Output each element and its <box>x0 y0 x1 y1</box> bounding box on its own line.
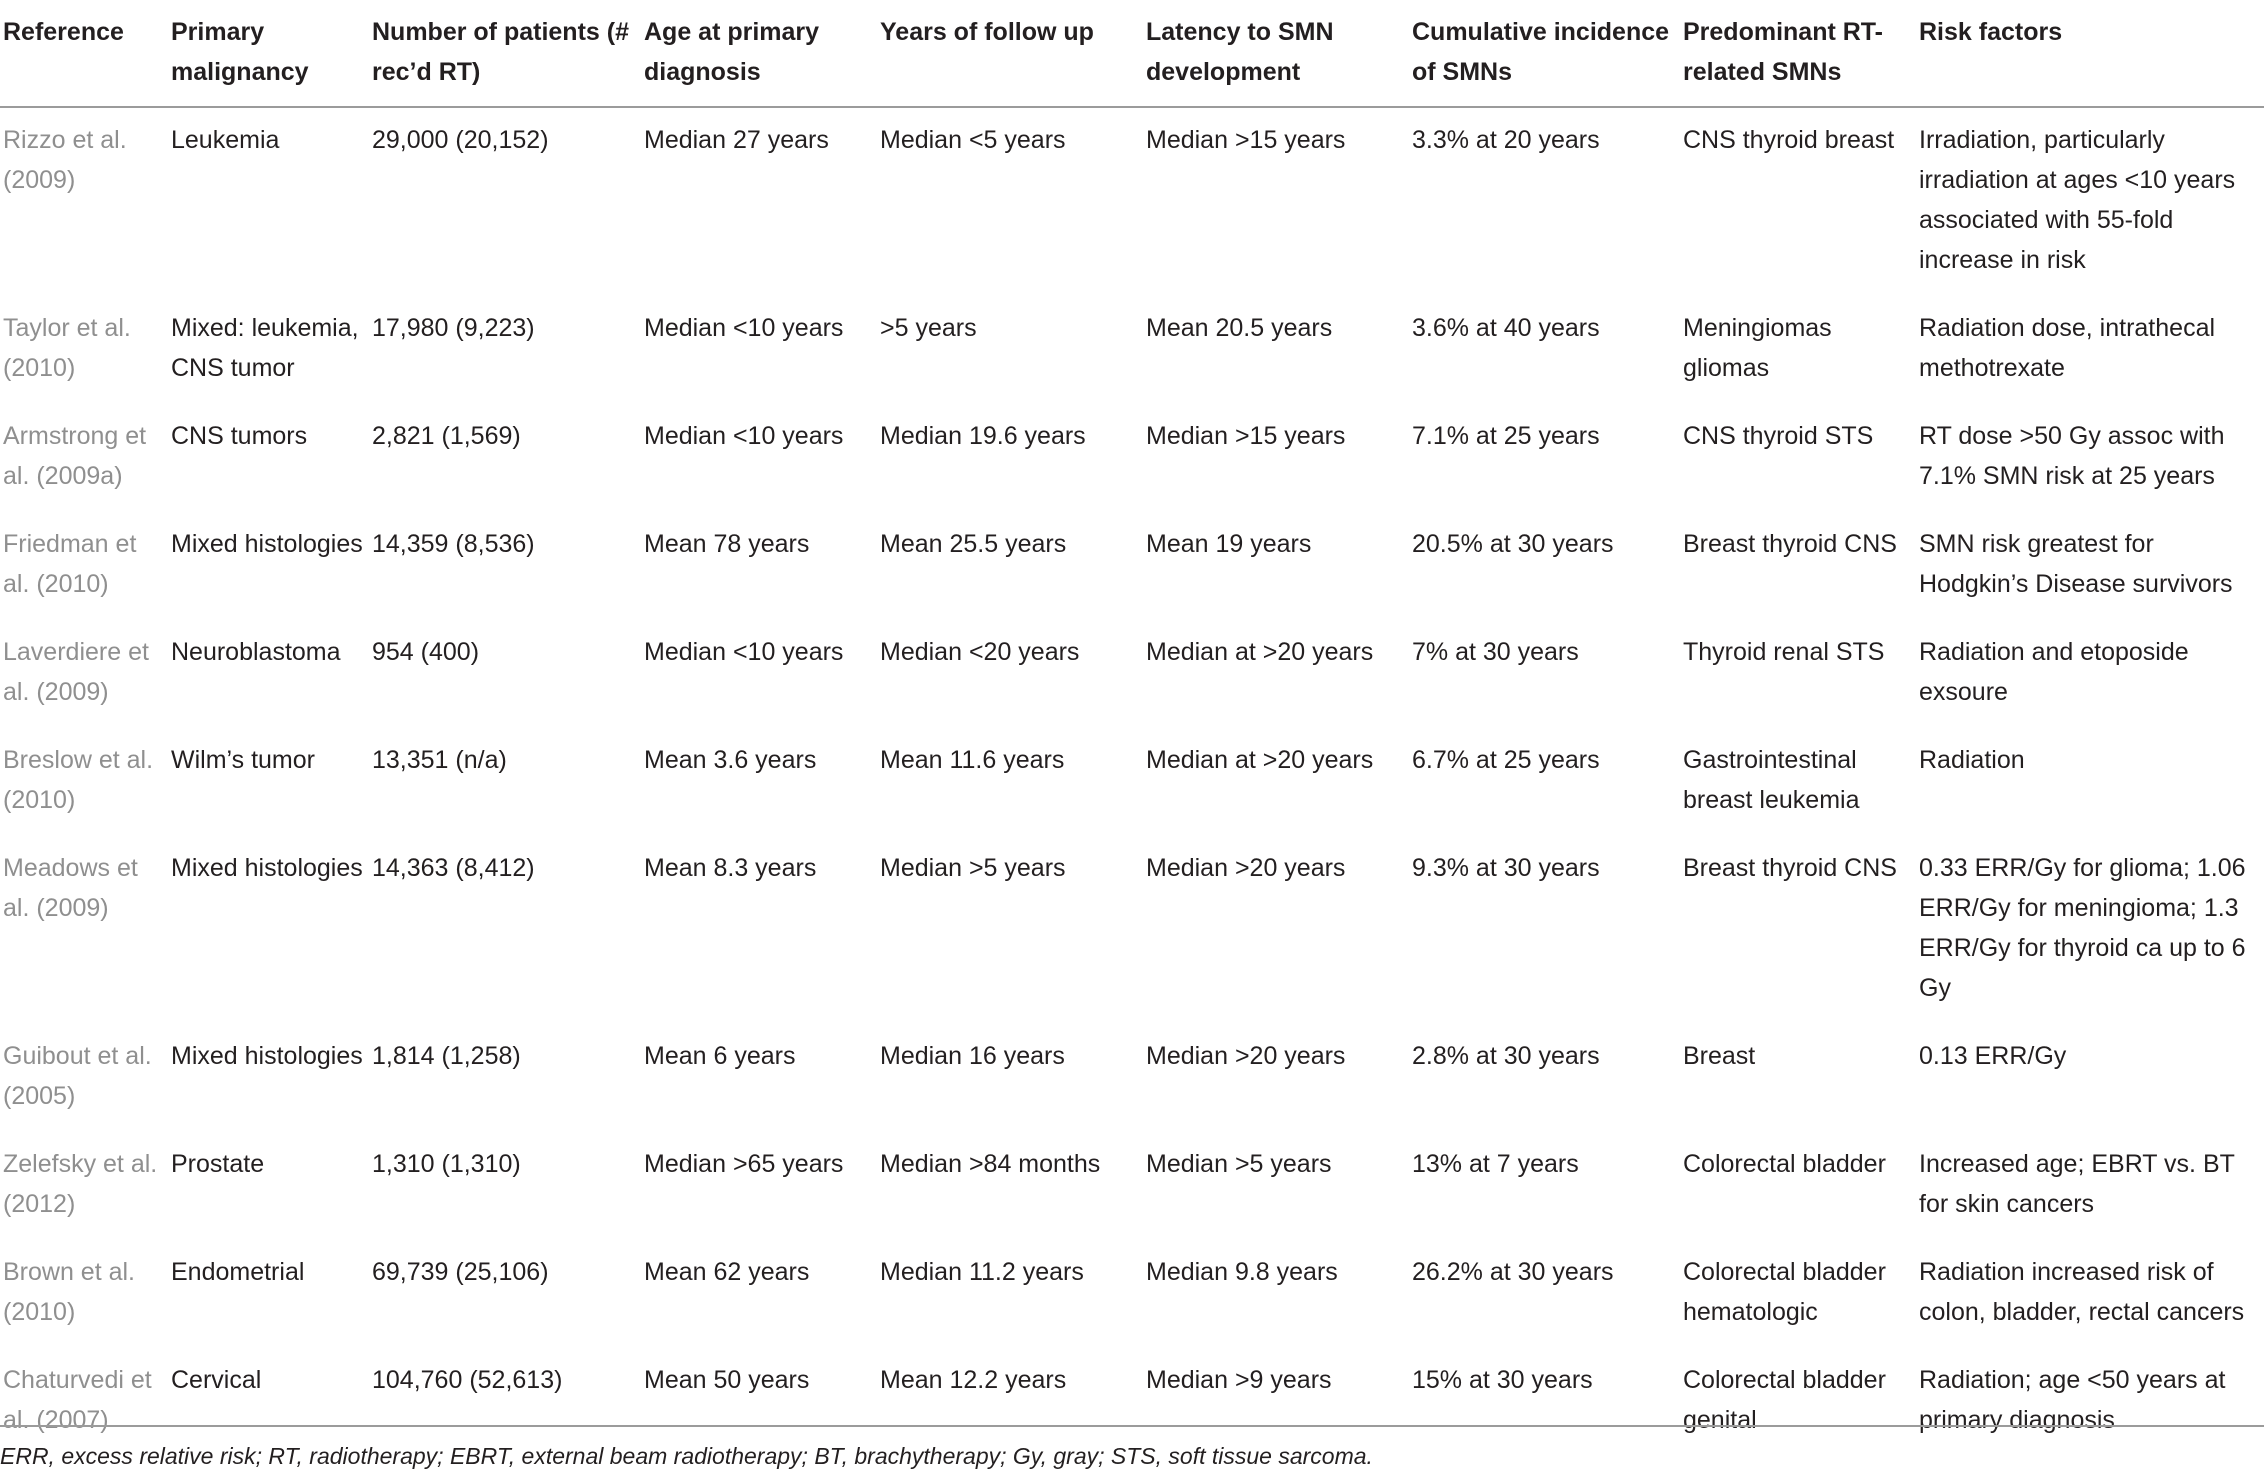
cell-predominant-smns: Breast thyroid CNS <box>1683 854 1897 882</box>
header-primary-malignancy: Primary malignancy <box>167 0 368 107</box>
cell-age-at-diagnosis: Mean 50 years <box>644 1366 810 1394</box>
cell-cumulative-incidence: 13% at 7 years <box>1412 1150 1579 1178</box>
cell-predominant-smns: Colorectal bladder hematologic <box>1683 1258 1886 1326</box>
cell-primary-malignancy: Endometrial <box>171 1258 305 1286</box>
cell-number-of-patients: 954 (400) <box>372 638 480 666</box>
table-row <box>0 1240 2264 1348</box>
cell-age-at-diagnosis: Median 27 years <box>644 126 829 154</box>
cell-number-of-patients: 69,739 (25,106) <box>372 1258 549 1286</box>
cell-primary-malignancy: Mixed: leukemia, CNS tumor <box>171 314 359 382</box>
cell-cumulative-incidence: 3.3% at 20 years <box>1412 126 1600 154</box>
cell-years-follow-up: Mean 11.6 years <box>880 746 1065 774</box>
table-body <box>0 107 2264 1456</box>
cell-risk-factors: 0.13 ERR/Gy <box>1919 1042 2067 1070</box>
cell-number-of-patients: 13,351 (n/a) <box>372 746 507 774</box>
cell-latency: Median >15 years <box>1146 422 1346 450</box>
cell-predominant-smns: Breast <box>1683 1042 1756 1070</box>
cell-number-of-patients: 104,760 (52,613) <box>372 1366 563 1394</box>
header-reference: Reference <box>0 0 167 107</box>
cell-primary-malignancy: Neuroblastoma <box>171 638 341 666</box>
cell-number-of-patients: 1,310 (1,310) <box>372 1150 521 1178</box>
cell-years-follow-up: >5 years <box>880 314 977 342</box>
header-cumulative-incidence: Cumulative incidence of SMNs <box>1408 0 1679 107</box>
cell-primary-malignancy: Wilm’s tumor <box>171 746 315 774</box>
cell-predominant-smns: CNS thyroid breast <box>1683 126 1895 154</box>
cell-risk-factors: SMN risk greatest for Hodgkin’s Disease survivors <box>1919 530 2233 598</box>
header-age-at-diagnosis: Age at primary diagnosis <box>640 0 876 107</box>
cell-years-follow-up: Median >84 months <box>880 1150 1101 1178</box>
cell-primary-malignancy: Leukemia <box>171 126 280 154</box>
cell-reference: Rizzo et al. (2009) <box>3 126 127 194</box>
table-row <box>0 404 2264 512</box>
cell-years-follow-up: Median 19.6 years <box>880 422 1086 450</box>
table-footnote: ERR, excess relative risk; RT, radiotherapy; EBRT, external beam radiotherapy; BT, brachytherapy; Gy, gray; STS, soft tissue sarcoma. <box>0 1425 2264 1471</box>
table-header <box>0 0 2264 107</box>
cell-predominant-smns: Breast thyroid CNS <box>1683 530 1897 558</box>
cell-cumulative-incidence: 15% at 30 years <box>1412 1366 1593 1394</box>
cell-years-follow-up: Median <5 years <box>880 126 1066 154</box>
cell-risk-factors: RT dose >50 Gy assoc with 7.1% SMN risk at 25 years <box>1919 422 2225 490</box>
cell-latency: Median >15 years <box>1146 126 1346 154</box>
cell-age-at-diagnosis: Median <10 years <box>644 314 844 342</box>
cell-primary-malignancy: Prostate <box>171 1150 265 1178</box>
cell-latency: Mean 19 years <box>1146 530 1312 558</box>
cell-cumulative-incidence: 20.5% at 30 years <box>1412 530 1614 558</box>
cell-age-at-diagnosis: Mean 3.6 years <box>644 746 817 774</box>
table-row <box>0 620 2264 728</box>
cell-primary-malignancy: CNS tumors <box>171 422 308 450</box>
cell-risk-factors: 0.33 ERR/Gy for glioma; 1.06 ERR/Gy for meningioma; 1.3 ERR/Gy for thyroid ca up to 6 Gy <box>1919 854 2246 1002</box>
cell-latency: Median >20 years <box>1146 1042 1346 1070</box>
cell-predominant-smns: Colorectal bladder <box>1683 1150 1886 1178</box>
cell-number-of-patients: 14,363 (8,412) <box>372 854 535 882</box>
cell-cumulative-incidence: 2.8% at 30 years <box>1412 1042 1600 1070</box>
cell-reference: Zelefsky et al. (2012) <box>3 1150 158 1218</box>
cell-age-at-diagnosis: Median >65 years <box>644 1150 844 1178</box>
cell-primary-malignancy: Mixed histologies <box>171 1042 363 1070</box>
cell-age-at-diagnosis: Median <10 years <box>644 422 844 450</box>
cell-predominant-smns: Thyroid renal STS <box>1683 638 1885 666</box>
cell-number-of-patients: 1,814 (1,258) <box>372 1042 521 1070</box>
cell-number-of-patients: 2,821 (1,569) <box>372 422 521 450</box>
cell-reference: Chaturvedi et al. (2007) <box>3 1366 152 1434</box>
cell-latency: Mean 20.5 years <box>1146 314 1333 342</box>
cell-latency: Median >5 years <box>1146 1150 1332 1178</box>
cell-latency: Median at >20 years <box>1146 638 1374 666</box>
cell-reference: Guibout et al. (2005) <box>3 1042 152 1110</box>
header-risk-factors: Risk factors <box>1915 0 2264 107</box>
table-row <box>0 107 2264 296</box>
header-number-of-patients: Number of patients (# rec’d RT) <box>368 0 640 107</box>
table-row <box>0 296 2264 404</box>
cell-primary-malignancy: Cervical <box>171 1366 262 1394</box>
cell-risk-factors: Irradiation, particularly irradiation at ages <10 years associated with 55-fold increase in risk <box>1919 126 2236 274</box>
cell-risk-factors: Radiation <box>1919 746 2025 774</box>
header-years-follow-up: Years of follow up <box>876 0 1142 107</box>
header-latency: Latency to SMN development <box>1142 0 1408 107</box>
cell-years-follow-up: Mean 12.2 years <box>880 1366 1067 1394</box>
cell-cumulative-incidence: 7% at 30 years <box>1412 638 1579 666</box>
cell-number-of-patients: 17,980 (9,223) <box>372 314 535 342</box>
cell-reference: Meadows et al. (2009) <box>3 854 138 922</box>
cell-risk-factors: Radiation and etoposide exsoure <box>1919 638 2189 706</box>
cell-age-at-diagnosis: Mean 8.3 years <box>644 854 817 882</box>
cell-cumulative-incidence: 7.1% at 25 years <box>1412 422 1600 450</box>
cell-latency: Median at >20 years <box>1146 746 1374 774</box>
cell-years-follow-up: Median <20 years <box>880 638 1080 666</box>
cell-reference: Laverdiere et al. (2009) <box>3 638 149 706</box>
cell-age-at-diagnosis: Mean 78 years <box>644 530 810 558</box>
cell-latency: Median >20 years <box>1146 854 1346 882</box>
cell-years-follow-up: Median 11.2 years <box>880 1258 1084 1286</box>
cell-latency: Median >9 years <box>1146 1366 1332 1394</box>
header-row <box>0 0 2264 107</box>
header-predominant-smns: Predominant RT-related SMNs <box>1679 0 1915 107</box>
cell-primary-malignancy: Mixed histologies <box>171 530 363 558</box>
cell-risk-factors: Increased age; EBRT vs. BT for skin cancers <box>1919 1150 2235 1218</box>
cell-reference: Brown et al. (2010) <box>3 1258 136 1326</box>
cell-reference: Armstrong et al. (2009a) <box>3 422 147 490</box>
cell-cumulative-incidence: 3.6% at 40 years <box>1412 314 1600 342</box>
cell-years-follow-up: Median 16 years <box>880 1042 1065 1070</box>
cell-number-of-patients: 14,359 (8,536) <box>372 530 535 558</box>
cell-years-follow-up: Mean 25.5 years <box>880 530 1067 558</box>
table-row <box>0 728 2264 836</box>
cell-age-at-diagnosis: Mean 62 years <box>644 1258 810 1286</box>
cell-reference: Friedman et al. (2010) <box>3 530 137 598</box>
table-row <box>0 836 2264 1024</box>
cell-years-follow-up: Median >5 years <box>880 854 1066 882</box>
table-row <box>0 1132 2264 1240</box>
table-row <box>0 1024 2264 1132</box>
cell-risk-factors: Radiation increased risk of colon, bladder, rectal cancers <box>1919 1258 2245 1326</box>
cell-cumulative-incidence: 6.7% at 25 years <box>1412 746 1600 774</box>
cell-predominant-smns: CNS thyroid STS <box>1683 422 1874 450</box>
table-row <box>0 512 2264 620</box>
cell-cumulative-incidence: 9.3% at 30 years <box>1412 854 1600 882</box>
cell-age-at-diagnosis: Median <10 years <box>644 638 844 666</box>
cell-predominant-smns: Gastrointestinal breast leukemia <box>1683 746 1860 814</box>
cell-cumulative-incidence: 26.2% at 30 years <box>1412 1258 1614 1286</box>
cell-age-at-diagnosis: Mean 6 years <box>644 1042 796 1070</box>
cell-number-of-patients: 29,000 (20,152) <box>372 126 549 154</box>
cell-predominant-smns: Colorectal bladder genital <box>1683 1366 1886 1434</box>
cell-primary-malignancy: Mixed histologies <box>171 854 363 882</box>
cell-risk-factors: Radiation; age <50 years at primary diagnosis <box>1919 1366 2226 1434</box>
cell-reference: Breslow et al. (2010) <box>3 746 154 814</box>
cell-reference: Taylor et al. (2010) <box>3 314 131 382</box>
cell-risk-factors: Radiation dose, intrathecal methotrexate <box>1919 314 2216 382</box>
cell-predominant-smns: Meningiomas gliomas <box>1683 314 1832 382</box>
cell-latency: Median 9.8 years <box>1146 1258 1338 1286</box>
